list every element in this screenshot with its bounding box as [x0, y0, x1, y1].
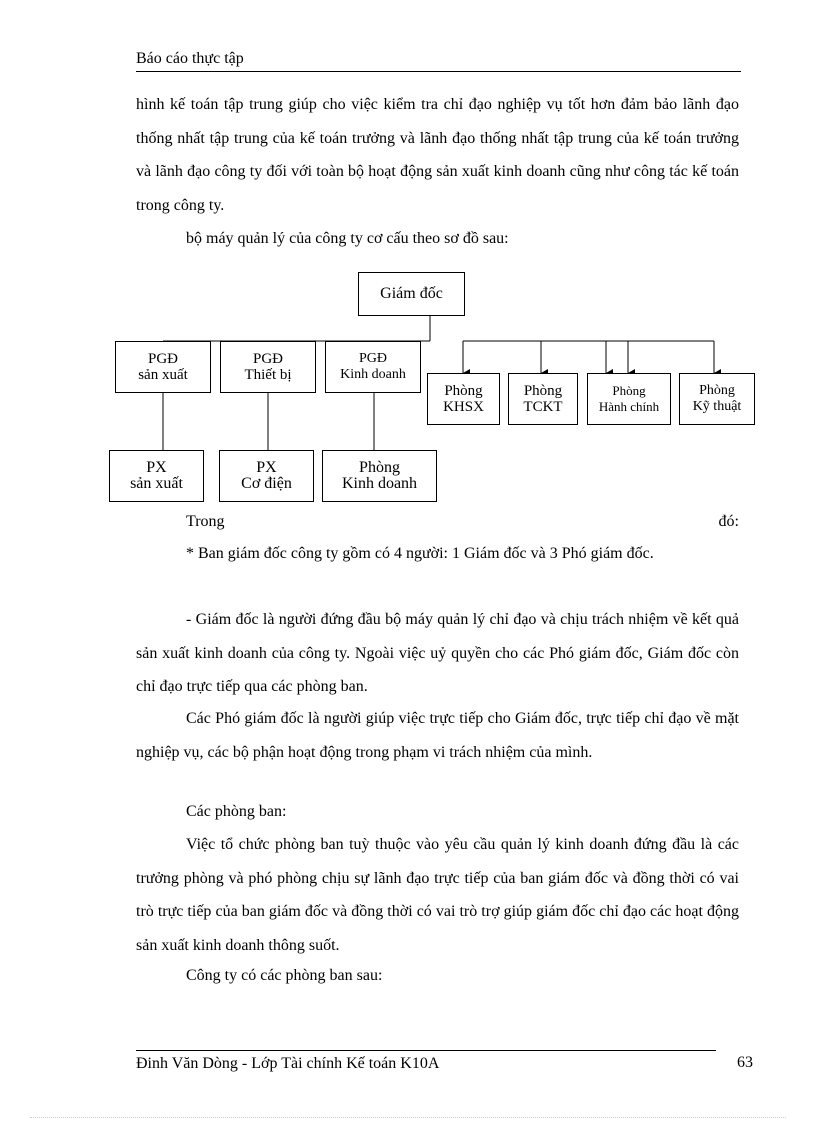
intro-paragraph: hình kế toán tập trung giúp cho việc kiểm tra chỉ đạo nghiệp vụ tốt hơn đảm bảo lãnh đạo thống nhất tập trung của kế toán trưởng và lãnh đạo thống nhất tập trung của kế toán trưởng và lãnh đạo công ty đối với toàn bộ hoạt động sản xuất kinh doanh cũng như công tác kế toán trong công ty.	[136, 96, 739, 214]
footer-rule	[136, 1050, 716, 1051]
org-box-line: PX	[146, 459, 167, 476]
org-box-line: Phòng	[523, 383, 563, 399]
do-word: đó:	[718, 513, 739, 530]
org-box-phong-ky-thuat	[679, 373, 755, 425]
org-box-phong-khsx	[427, 373, 500, 425]
org-box-line: Phòng	[444, 383, 483, 399]
org-box-px-san-xuat	[109, 450, 204, 502]
trong-do-line	[136, 505, 739, 539]
pho-giam-doc-paragraph: Các Phó giám đốc là người giúp việc trực tiếp cho Giám đốc, trực tiếp chỉ đạo về mặt nghiệp vụ, các bộ phận hoạt động trong phạm vi trách nhiệm của mình.	[136, 710, 739, 761]
org-box-pgd-kinh-doanh	[325, 341, 421, 393]
org-box-line: PGĐ	[252, 351, 283, 367]
org-box-line: Kinh doanh	[340, 367, 406, 382]
org-box-line: Cơ điện	[241, 475, 292, 492]
org-box-phong-kinh-doanh	[322, 450, 437, 502]
trong-word: Trong	[186, 513, 225, 530]
header-rule	[136, 71, 741, 72]
org-box-px-co-dien	[219, 450, 314, 502]
org-box-pgd-san-xuat	[115, 341, 211, 393]
header-title: Báo cáo thực tập	[136, 50, 244, 67]
org-box-line: PGĐ	[147, 351, 178, 367]
org-box-director-label: Giám đốc	[380, 285, 443, 302]
org-box-line: Hành chính	[598, 399, 660, 414]
org-box-line: sản xuất	[138, 367, 188, 383]
org-box-pgd-thiet-bi	[220, 341, 316, 393]
org-box-line: PGĐ	[358, 351, 387, 366]
org-box-director	[358, 272, 465, 316]
giam-doc-paragraph: - Giám đốc là người đứng đầu bộ máy quản lý chỉ đạo và chịu trách nhiệm về kết quả sản xuất kinh doanh của công ty. Ngoài việc uỷ quyền cho các Phó giám đốc, Giám đốc còn chỉ đạo trực tiếp qua các phòng ban.	[136, 611, 739, 695]
org-box-line: KHSX	[443, 399, 484, 415]
page-bottom-border	[30, 1117, 786, 1118]
cong-ty-co-line: Công ty có các phòng ban sau:	[186, 967, 383, 984]
cac-phong-ban-heading: Các phòng ban:	[186, 803, 287, 820]
page-number: 63	[737, 1054, 753, 1071]
org-box-line: PX	[256, 459, 277, 476]
phong-ban-paragraph: Việc tổ chức phòng ban tuỳ thuộc vào yêu cầu quản lý kinh doanh đứng đầu là các trưởng phòng và phó phòng chịu sự lãnh đạo trực tiếp của ban giám đốc và đồng thời có vai trò trực tiếp của ban giám đốc và đồng thời có vai trò trợ giúp giám đốc chỉ đạo các hoạt động sản xuất kinh doanh thông suốt.	[136, 836, 739, 954]
org-box-line: Kinh doanh	[341, 475, 418, 492]
structure-intro: bộ máy quản lý của công ty cơ cấu theo sơ đồ sau:	[186, 230, 509, 247]
org-box-line: TCKT	[523, 399, 563, 415]
ban-giam-doc-paragraph: * Ban giám đốc công ty gồm có 4 người: 1 Giám đốc và 3 Phó giám đốc.	[186, 545, 654, 562]
org-box-line: Phòng	[359, 459, 400, 476]
org-box-line: sản xuất	[130, 475, 183, 492]
org-box-line: Thiết bị	[244, 367, 292, 383]
org-box-line: Phòng	[612, 383, 646, 398]
org-box-phong-tckt	[508, 373, 578, 425]
org-box-phong-hanh-chinh	[587, 373, 671, 425]
org-box-line: Phòng	[699, 383, 735, 398]
footer-author: Đinh Văn Dòng - Lớp Tài chính Kế toán K10A	[136, 1055, 440, 1072]
org-box-line: Kỹ thuật	[692, 399, 742, 414]
